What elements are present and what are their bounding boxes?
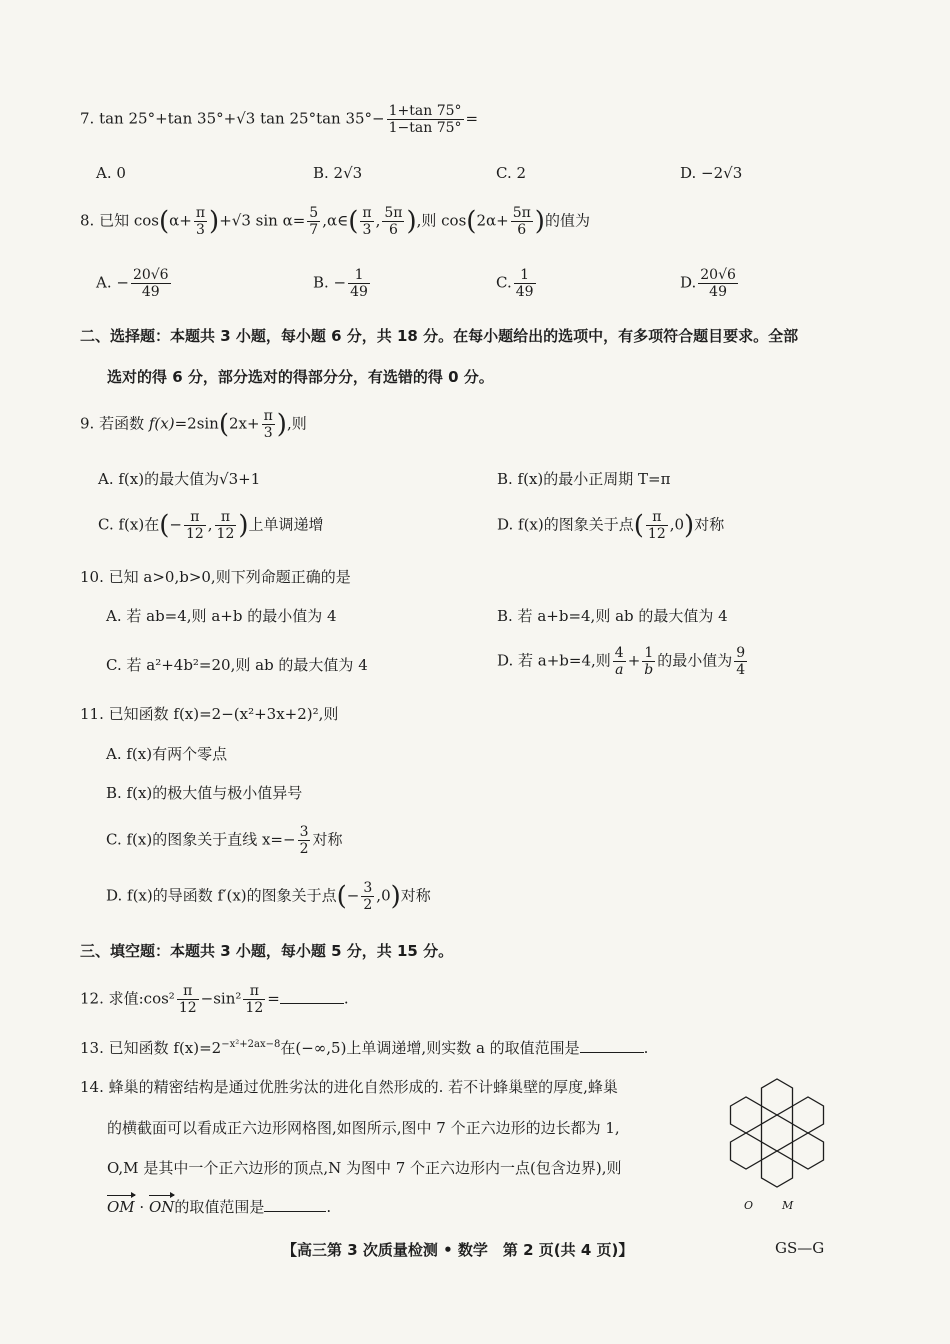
q8-f4-den: 6	[388, 222, 398, 239]
q10-d-den-1: a	[615, 662, 624, 679]
q11-d-paren-close: )	[390, 881, 401, 912]
q8-a-num: 20√6	[132, 267, 169, 283]
q10-d-den-3: 4	[736, 662, 746, 679]
q9-c-frac-2	[215, 509, 237, 542]
question-8: 8. 已知 cos(α+ $\frac{\pi}{3}$ )+√3 sin α= $\frac{5}{7}$ ,α∈( $\frac{\pi}{3}$ , $\frac{5\pi}{6}$ ),则 cos(2α+ $\frac{5\pi}{6}$ )的值为	[80, 205, 590, 239]
q8-b-pre: B. −	[313, 273, 347, 292]
q9-fx: f(x)	[148, 414, 175, 433]
q9-c-den-1: 12	[185, 526, 204, 543]
q8-text-3: +√3 sin α=	[219, 211, 306, 230]
q10-option-d: D. 若 a+b=4,则 $\frac{4}{a}$ + $\frac{1}{b}$ 的最小值为 $\frac{9}{4}$	[497, 645, 746, 679]
q10-d-num-1: 4	[614, 645, 624, 661]
q8-b-den: 49	[350, 284, 368, 301]
q12-end: .	[343, 989, 349, 1008]
q10-d-pre: D. 若 a+b=4,则	[497, 651, 611, 670]
q10-d-num-3: 9	[736, 645, 746, 661]
q8-d-pre: D.	[680, 273, 697, 292]
q9-frac	[262, 408, 275, 441]
q12-post: =	[267, 989, 280, 1008]
q8-paren-open-1: (	[158, 206, 170, 237]
question-14-line-4	[107, 1196, 331, 1217]
q10-d-frac-2	[642, 645, 655, 678]
q9-c-den-2: 12	[216, 526, 235, 543]
q8-frac-4	[382, 205, 404, 238]
q7-sqrt3: √3	[236, 109, 256, 128]
q9-d-paren-close: )	[684, 510, 695, 541]
q8-c-frac	[514, 267, 536, 300]
q11-c-den: 2	[299, 841, 309, 858]
honeycomb-figure	[700, 1070, 840, 1220]
q8-paren-open-3: (	[466, 206, 477, 237]
q12-num-1: π	[177, 983, 199, 1000]
q11-d-pre: D. f(x)的导函数 f′(x)的图象关于点	[106, 886, 337, 905]
q9-d-den: 12	[647, 526, 666, 543]
q8-frac-2	[307, 205, 320, 238]
q7-prefix: 7. tan 25°+tan 35°+	[80, 109, 237, 128]
q8-c-pre: C.	[496, 273, 512, 292]
q9-c-num-2: π	[215, 509, 237, 526]
q9-c-frac-1	[184, 509, 206, 542]
hexagon-top	[762, 1079, 793, 1115]
q12-mid: −sin²	[200, 989, 242, 1008]
section-2-subtitle: 选对的得 6 分，部分选对的得部分分，有选错的得 0 分。	[107, 368, 494, 386]
q7-frac-den: 1−tan 75°	[388, 120, 462, 137]
q13-end: .	[643, 1039, 649, 1057]
q8-c-den: 49	[515, 284, 534, 301]
q8-paren-close-1: )	[209, 206, 220, 237]
q8-f1-num: π	[195, 205, 206, 221]
q11-option-c	[106, 824, 343, 857]
question-14-line-1: 14. 蜂巢的精密结构是通过优胜劣汰的进化自然形成的. 若不计蜂巢壁的厚度,蜂巢	[80, 1078, 618, 1096]
q8-option-a	[96, 267, 173, 300]
q9-option-d: D. f(x)的图象关于点( $\frac{\pi}{12}$ ,0)对称	[497, 509, 725, 543]
q8-f3-num: π	[362, 205, 372, 221]
q8-paren-close-2: )	[406, 206, 417, 237]
q9-d-post: 对称	[694, 515, 725, 534]
q7-frac-num: 1+tan 75°	[388, 103, 462, 119]
q14-dot: ·	[134, 1198, 149, 1216]
q8-f2-num: 5	[309, 205, 319, 221]
q11-d-den: 2	[363, 897, 373, 914]
q11-c-post: 对称	[312, 830, 343, 849]
q10-d-den-2: b	[644, 662, 654, 679]
question-10: 10. 已知 a>0,b>0,则下列命题正确的是	[80, 568, 351, 586]
q8-a-frac	[131, 267, 171, 300]
q11-d-frac	[361, 880, 374, 913]
q8-f5-den: 6	[517, 222, 527, 239]
q9-c-pre: C. f(x)在	[98, 515, 160, 534]
q11-d-paren-open: (	[336, 881, 347, 912]
q9-d-paren-open: (	[633, 510, 644, 541]
q10-d-mid: 的最小值为	[657, 651, 733, 670]
section-2-title: 二、选择题：本题共 3 小题，每小题 6 分，共 18 分。在每小题给出的选项中，有多项符合题目要求。全部	[80, 327, 799, 345]
q8-f3-den: 3	[362, 222, 372, 239]
q7-fraction	[387, 103, 464, 136]
q14-post: 的取值范围是	[174, 1198, 265, 1216]
q8-option-b	[313, 267, 372, 300]
q8-b-num: 1	[348, 267, 370, 284]
hexagon-top-left	[731, 1097, 762, 1133]
q9-paren-close: )	[276, 409, 287, 440]
q8-frac-1	[194, 205, 207, 238]
question-11: 11. 已知函数 f(x)=2−(x²+3x+2)²,则	[80, 705, 339, 723]
q7-option-c: C. 2	[496, 164, 527, 182]
q10-d-num-2: 1	[642, 645, 655, 662]
q11-option-d: D. f(x)的导函数 f′(x)的图象关于点(− $\frac{3}{2}$ ,0)对称	[106, 880, 431, 914]
q8-d-num: 20√6	[700, 267, 736, 283]
q11-d-num: 3	[363, 880, 373, 896]
q9-text-4: ,则	[286, 414, 307, 433]
q8-c-num: 1	[514, 267, 536, 284]
q7-option-a: A. 0	[96, 164, 126, 182]
q8-paren-open-2: (	[348, 206, 359, 237]
hexagon-bottom	[762, 1151, 793, 1187]
q8-text-2: α+	[169, 211, 192, 230]
q8-a-pre: A. −	[96, 273, 129, 292]
q11-c-frac	[298, 824, 311, 857]
q8-paren-close-3: )	[534, 206, 545, 237]
q7-suffix: =	[465, 109, 479, 128]
q9-frac-den: 3	[263, 425, 273, 442]
q13-pre: 13. 已知函数 f(x)=2	[80, 1039, 222, 1057]
q9-text-1: 9. 若函数	[80, 414, 149, 433]
q8-f4-num: 5π	[384, 205, 403, 221]
q9-c-num-1: π	[184, 509, 206, 526]
footer-code: GS—G	[775, 1239, 825, 1257]
q11-option-b: B. f(x)的极大值与极小值异号	[106, 784, 303, 802]
q12-frac-2	[243, 983, 265, 1016]
q8-d-den: 49	[709, 284, 727, 301]
q8-text-5: ,则 cos	[416, 211, 467, 230]
q10-option-c: C. 若 a²+4b²=20,则 ab 的最大值为 4	[106, 656, 368, 674]
question-12	[80, 983, 349, 1016]
q7-mid: tan 25°tan 35°−	[255, 109, 385, 128]
q8-text-1: 8. 已知 cos	[80, 211, 159, 230]
q8-frac-3	[360, 205, 373, 238]
q12-num-2: π	[243, 983, 265, 1000]
q9-c-paren-open: (	[159, 510, 170, 541]
hexagon-center	[762, 1115, 793, 1151]
q10-option-a: A. 若 ab=4,则 a+b 的最小值为 4	[106, 607, 337, 625]
page-footer	[0, 1239, 950, 1261]
q11-option-a: A. f(x)有两个零点	[106, 745, 228, 763]
q9-option-c: C. f(x)在(− $\frac{\pi}{12}$ , $\frac{\pi}{12}$ )上单调递增	[98, 509, 324, 543]
label-m: M	[782, 1199, 794, 1212]
q7-option-b: B. 2√3	[313, 164, 363, 182]
q8-text-7: 的值为	[544, 211, 590, 230]
q8-option-d	[680, 267, 740, 300]
q11-d-post: 对称	[400, 886, 431, 905]
question-9	[80, 408, 307, 441]
section-3-title: 三、填空题：本题共 3 小题，每小题 5 分，共 15 分。	[80, 942, 454, 960]
question-14-line-3: O,M 是其中一个正六边形的顶点,N 为图中 7 个正六边形内一点(包含边界),则	[107, 1159, 622, 1177]
q7-option-d: D. −2√3	[680, 164, 743, 182]
q12-den-2: 12	[245, 1000, 264, 1017]
q11-c-pre: C. f(x)的图象关于直线 x=−	[106, 830, 296, 849]
q8-f5-num: 5π	[512, 205, 531, 221]
q9-option-a: A. f(x)的最大值为√3+1	[98, 470, 261, 488]
q9-paren-open: (	[218, 409, 230, 440]
question-13	[80, 1037, 648, 1058]
footer-title: 【高三第 3 次质量检测 • 数学 第 2 页(共 4 页)】	[282, 1241, 634, 1259]
q12-frac-1	[177, 983, 199, 1016]
q8-d-frac	[698, 267, 738, 300]
q14-answer-blank[interactable]	[264, 1210, 326, 1212]
q11-c-num: 3	[299, 824, 309, 840]
q10-d-frac-1	[613, 645, 626, 678]
question-14-line-2: 的横截面可以看成正六边形网格图,如图所示,图中 7 个正六边形的边长都为 1,	[107, 1119, 620, 1137]
q10-d-frac-3	[734, 645, 747, 678]
q9-frac-num: π	[263, 408, 273, 424]
q9-c-paren-close: )	[238, 510, 249, 541]
q12-pre: 12. 求值:cos²	[80, 989, 175, 1008]
q10-option-b: B. 若 a+b=4,则 ab 的最大值为 4	[497, 607, 728, 625]
q9-option-b: B. f(x)的最小正周期 T=π	[497, 470, 671, 488]
q8-text-4: ,α∈	[322, 211, 349, 230]
q9-text-2: =2sin	[174, 414, 219, 433]
q9-d-num: π	[646, 509, 668, 526]
vector-om: OM	[107, 1198, 135, 1216]
q13-post: 在(−∞,5)上单调递增,则实数 a 的取值范围是	[280, 1039, 580, 1057]
q9-text-3: 2x+	[229, 414, 260, 433]
q8-b-frac	[348, 267, 370, 300]
vector-on: ON	[148, 1198, 175, 1216]
q9-c-post: 上单调递增	[248, 515, 324, 534]
q8-frac-5	[511, 205, 533, 238]
q9-d-frac	[646, 509, 668, 542]
q12-den-1: 12	[178, 1000, 197, 1017]
hexagon-top-right	[793, 1097, 824, 1133]
q13-exponent: −x²+2ax−8	[221, 1039, 281, 1050]
q9-d-pre: D. f(x)的图象关于点	[497, 515, 634, 534]
q12-answer-blank[interactable]	[280, 1002, 344, 1004]
q14-end: .	[326, 1198, 332, 1216]
question-7	[80, 103, 478, 136]
q13-answer-blank[interactable]	[580, 1051, 644, 1053]
hexagon-bottom-left	[731, 1133, 762, 1169]
q8-text-6: 2α+	[476, 211, 509, 230]
hexagon-bottom-right	[793, 1133, 824, 1169]
q8-a-den: 49	[141, 284, 160, 301]
label-o: O	[744, 1199, 754, 1212]
q8-f1-den: 3	[195, 222, 205, 239]
q8-option-c	[496, 267, 538, 300]
q8-f2-den: 7	[309, 222, 319, 239]
